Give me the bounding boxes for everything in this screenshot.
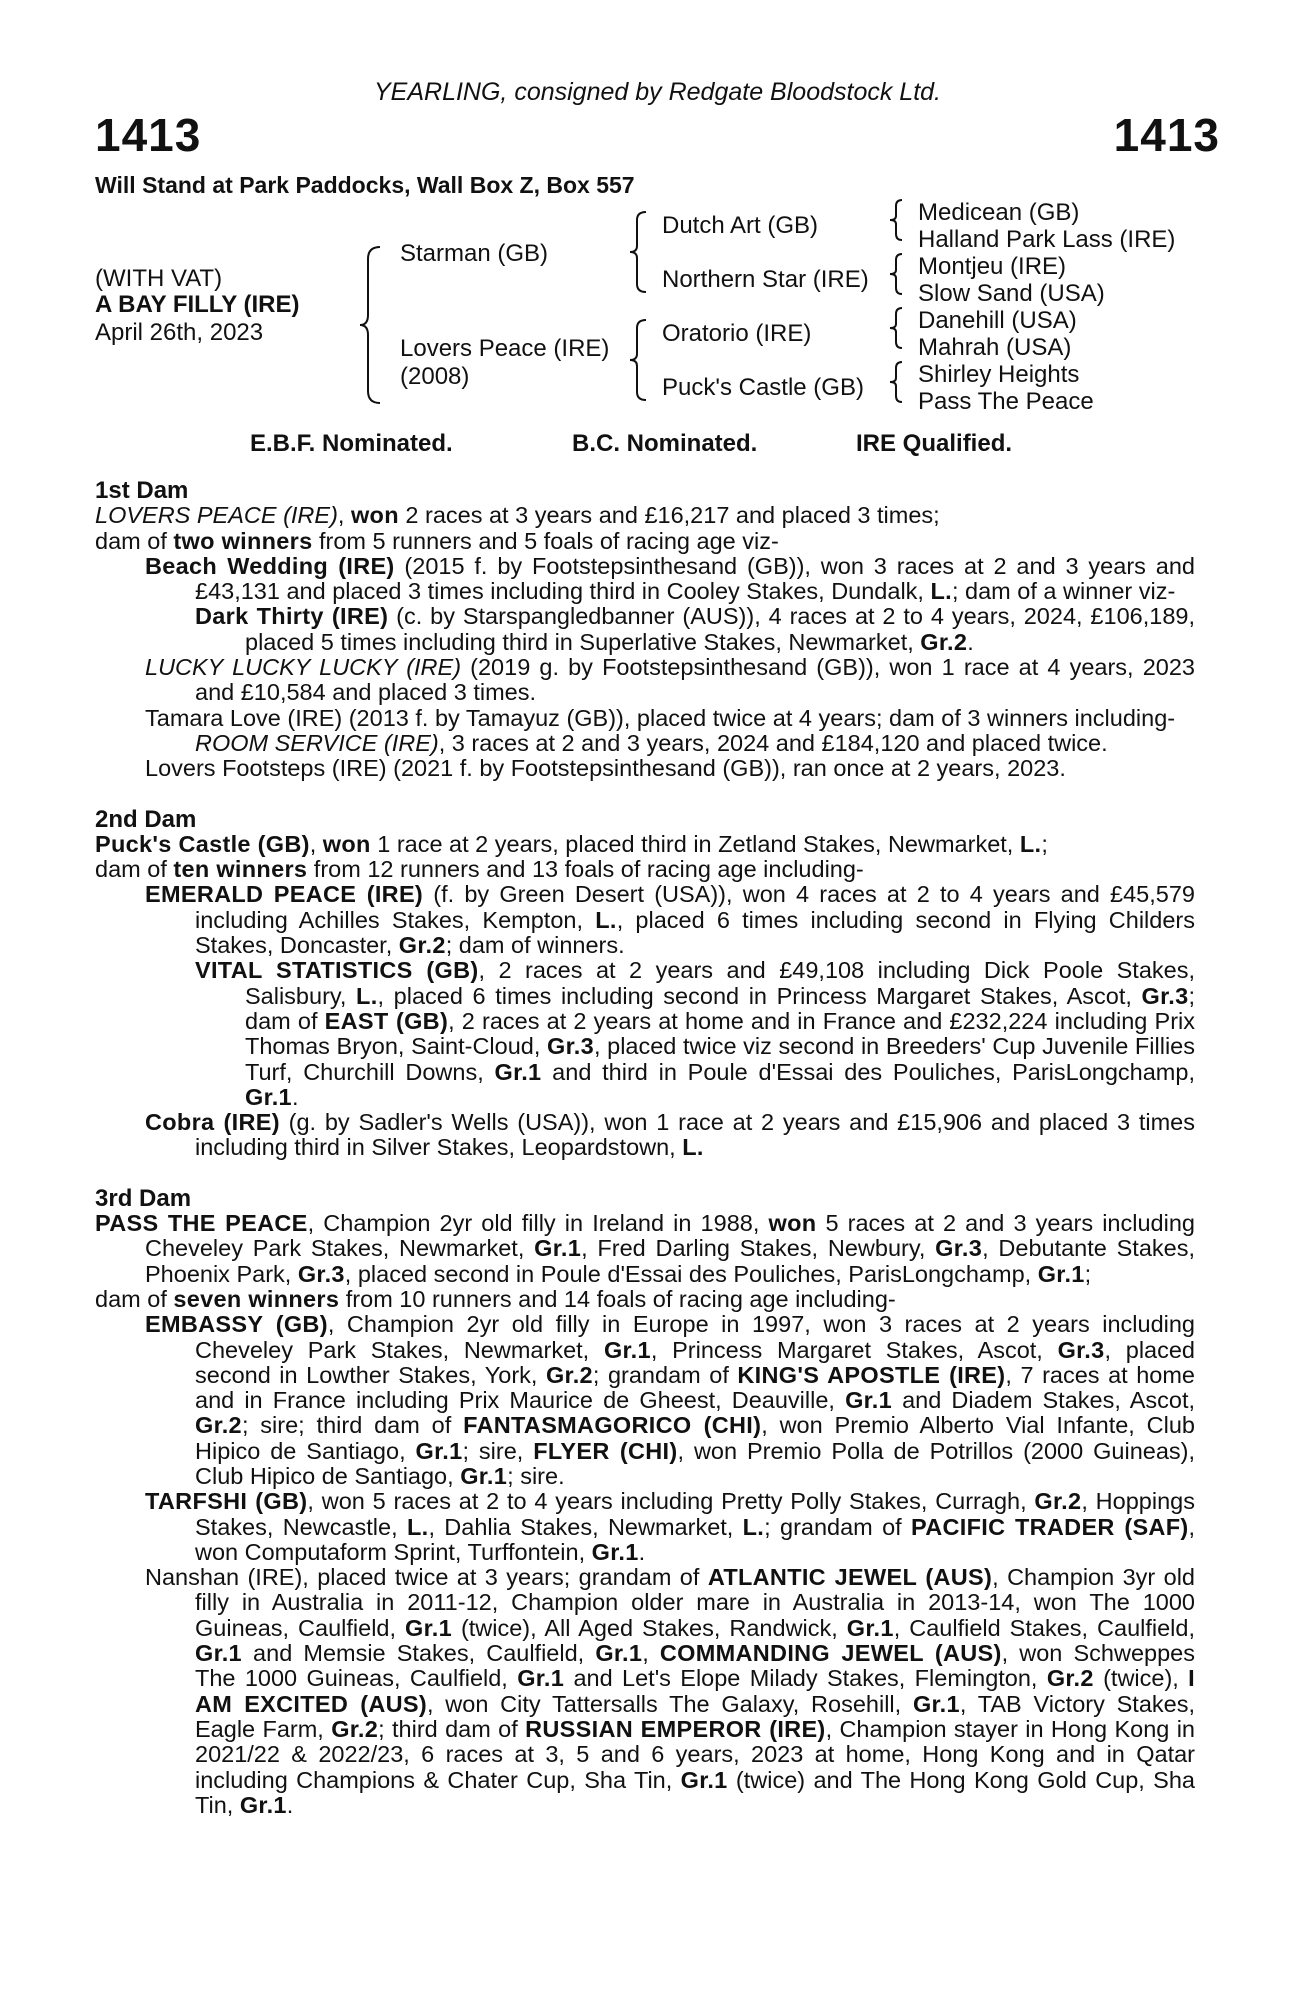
won-label: won	[322, 830, 371, 857]
produce-entry	[95, 731, 1195, 756]
race-grade: Gr.2	[1046, 1665, 1094, 1692]
text-fragment: , Princess Margaret Stakes, Ascot,	[650, 1336, 1058, 1363]
pedigree-gen4-5: Danehill (USA)	[918, 307, 1077, 334]
race-grade: L.	[356, 982, 378, 1009]
first-dam-name: LOVERS PEACE (IRE)	[95, 502, 338, 529]
text-fragment: and Diadem Stakes, Ascot,	[892, 1387, 1195, 1414]
pedigree-gen4-4: Slow Sand (USA)	[918, 280, 1105, 307]
text-fragment: ;	[1084, 1260, 1092, 1287]
text-fragment: , Champion 3yr old filly in Australia in 2011-12, Champion older mare in Australia in 2013-14, won The 1000 Guineas, Caulfield,	[195, 1564, 1195, 1641]
text-fragment: (twice),	[1093, 1665, 1189, 1692]
stand-location: Will Stand at Park Paddocks, Wall Box Z, Box 557	[95, 172, 635, 198]
race-grade: Gr.1	[517, 1665, 565, 1692]
race-grade: Gr.1	[245, 1083, 292, 1110]
text-fragment: , placed 6 times including second in Flying Childers Stakes, Doncaster,	[195, 906, 1195, 959]
text-fragment: , placed second in Lowther Stakes, York,	[195, 1336, 1196, 1388]
pedigree-gen4-8: Pass The Peace	[918, 388, 1094, 415]
pedigree-gen4-7: Shirley Heights	[918, 361, 1080, 388]
ire-qualification: IRE Qualified.	[856, 430, 1013, 457]
won-label: won	[768, 1210, 817, 1237]
horse-name: A BAY FILLY (IRE)	[95, 291, 300, 318]
text-fragment: ,	[642, 1640, 660, 1667]
first-dam-record: 2 races at 3 years and £16,217 and placed 3 times;	[398, 502, 940, 529]
produce-name: ROOM SERVICE (IRE)	[195, 729, 439, 756]
produce-name: EAST (GB)	[324, 1007, 449, 1034]
text-fragment: ; dam of winners.	[445, 932, 625, 959]
produce-name: ATLANTIC JEWEL (AUS)	[707, 1564, 993, 1591]
race-grade: Gr.1	[534, 1235, 582, 1262]
won-label: won	[350, 502, 399, 529]
produce-entry	[95, 655, 1195, 706]
second-dam-name: Puck's Castle (GB)	[95, 830, 310, 857]
text-fragment: .	[291, 1083, 299, 1110]
second-dam-summary: Puck's Castle (GB), won 1 race at 2 years, placed third in Zetland Stakes, Newmarket, L.;	[95, 830, 1048, 857]
text-fragment: , won Computaform Sprint, Turffontein,	[195, 1513, 1196, 1565]
pedigree-sire: Starman (GB)	[400, 240, 549, 267]
text-fragment: ; grandam of	[592, 1361, 738, 1388]
race-grade: Gr.1	[845, 1387, 892, 1414]
text-fragment: dam of	[95, 1285, 174, 1312]
text-fragment: (2015 f. by Footstepsinthesand (GB)), won 3 races at 2 and 3 years and £43,131 and placed 3 times including third in Cooley Stakes, Dundalk,	[195, 552, 1195, 605]
produce-name: RUSSIAN EMPEROR (IRE)	[525, 1715, 826, 1742]
text-fragment: (c. by Starspangledbanner (AUS)), 4 races at 2 to 4 years, 2024, £106,189, placed 5 times including third in Superlative Stakes, Newmarket,	[245, 603, 1195, 655]
race-grade: L.	[742, 1513, 765, 1540]
race-grade: Gr.1	[595, 1640, 643, 1667]
race-grade: L.	[1019, 830, 1042, 857]
text-fragment: , Champion stayer in Hong Kong in 2021/22 & 2022/23, 6 races at 3, 5 and 6 years, 2023 at home, Hong Kong and in Qatar including Champions & Chater Cup, Sha Tin,	[195, 1715, 1195, 1793]
text-fragment: , Caulfield Stakes, Caulfield,	[893, 1614, 1195, 1641]
produce-name: VITAL STATISTICS (GB)	[195, 957, 479, 984]
race-grade: Gr.1	[405, 1614, 452, 1641]
produce-name: FLYER (CHI)	[533, 1437, 678, 1464]
produce-entry: Lovers Footsteps (IRE) (2021 f. by Footstepsinthesand (GB)), ran once at 2 years, 2023.	[145, 755, 1066, 782]
produce-entry	[95, 1489, 1195, 1565]
race-grade: Gr.3	[547, 1033, 594, 1060]
second-dam-heading: 2nd Dam	[95, 805, 197, 833]
text-fragment: (twice), All Aged Stakes, Randwick,	[451, 1614, 847, 1641]
lot-number-left: 1413	[95, 109, 202, 161]
pedigree-brace-g3a	[888, 198, 906, 242]
race-grade: Gr.3	[1141, 982, 1189, 1009]
race-grade: Gr.1	[1037, 1260, 1085, 1287]
text-fragment: (twice) and The Hong Kong Gold Cup, Sha Tin,	[195, 1766, 1195, 1818]
text-fragment: , 3 races at 2 and 3 years, 2024 and £184,120 and placed twice.	[438, 729, 1108, 756]
text-fragment: , Fred Darling Stakes, Newbury,	[581, 1235, 936, 1262]
text-fragment: , won Premio Polla de Potrillos (2000 Guineas), Club Hipico de Santiago,	[195, 1437, 1196, 1489]
pedigree-dam-year: (2008)	[400, 363, 470, 390]
third-dam-name: PASS THE PEACE	[95, 1210, 308, 1237]
race-grade: Gr.2	[920, 628, 968, 655]
text-fragment: , placed 6 times including second in Princess Margaret Stakes, Ascot,	[377, 982, 1142, 1009]
race-grade: Gr.1	[239, 1791, 287, 1818]
pedigree-gen4-3: Montjeu (IRE)	[918, 253, 1067, 280]
race-grade: Gr.2	[195, 1412, 242, 1439]
vat-note: (WITH VAT)	[95, 265, 223, 292]
produce-name: Cobra (IRE)	[145, 1109, 280, 1136]
first-dam-summary: LOVERS PEACE (IRE), won 2 races at 3 years and £16,217 and placed 3 times;	[95, 502, 940, 529]
text-fragment: , Dahlia Stakes, Newmarket,	[428, 1513, 743, 1540]
text-fragment: .	[286, 1791, 294, 1818]
text-fragment: , won Schweppes The 1000 Guineas, Caulfield,	[195, 1640, 1195, 1692]
produce-entry: Tamara Love (IRE) (2013 f. by Tamayuz (GB)), placed twice at 4 years; dam of 3 winners including-	[145, 704, 1176, 731]
pedigree-gen3-3: Oratorio (IRE)	[662, 320, 812, 347]
text-fragment: , Hoppings Stakes, Newcastle,	[195, 1488, 1195, 1540]
race-grade: Gr.1	[195, 1640, 242, 1667]
produce-entry	[95, 1565, 1195, 1818]
third-dam-summary	[95, 1211, 1195, 1287]
race-grade: Gr.1	[603, 1336, 651, 1363]
text-fragment: , Champion 2yr old filly in Ireland in 1988,	[307, 1210, 769, 1237]
text-fragment: from 10 runners and 14 foals of racing age including-	[339, 1285, 896, 1312]
produce-entry	[95, 1110, 1195, 1161]
catalogue-subtitle: YEARLING, consigned by Redgate Bloodstock Ltd.	[374, 78, 941, 106]
text-fragment: 1 race at 2 years, placed third in Zetland Stakes, Newmarket,	[370, 830, 1020, 857]
text-fragment: ;	[1041, 830, 1048, 857]
ebf-nomination: E.B.F. Nominated.	[250, 430, 453, 457]
winners-count: two winners	[173, 527, 313, 554]
text-fragment: , 2 races at 2 years and £49,108 including Dick Poole Stakes, Salisbury,	[245, 957, 1195, 1009]
race-grade: Gr.2	[545, 1361, 593, 1388]
text-fragment: , 2 races at 2 years at home and in France and £232,224 including Prix Thomas Bryon, Saint-Cloud,	[245, 1007, 1195, 1060]
produce-entry	[95, 958, 1195, 1110]
text-fragment: ; sire; third dam of	[241, 1412, 464, 1439]
produce-name: Beach Wedding (IRE)	[145, 552, 395, 579]
text-fragment: and Memsie Stakes, Caulfield,	[241, 1640, 596, 1667]
pedigree-gen4-1: Medicean (GB)	[918, 199, 1080, 226]
race-grade: Gr.3	[1057, 1336, 1105, 1363]
race-grade: Gr.1	[846, 1614, 894, 1641]
race-grade: L.	[682, 1134, 704, 1161]
produce-entry	[95, 554, 1195, 605]
text-fragment: .	[967, 628, 974, 655]
text-fragment: ; sire.	[507, 1462, 565, 1489]
race-grade: L.	[595, 906, 617, 933]
produce-name: EMBASSY (GB)	[145, 1311, 328, 1338]
text-fragment: (g. by Sadler's Wells (USA)), won 1 race at 2 years and £15,906 and placed 3 times including third in Silver Stakes, Leopardstown,	[195, 1109, 1195, 1161]
text-fragment: , 7 races at home and in France including Prix Maurice de Gheest, Deauville,	[195, 1361, 1195, 1414]
race-grade: Gr.3	[935, 1235, 983, 1262]
race-grade: Gr.2	[331, 1715, 379, 1742]
produce-name: I AM EXCITED (AUS)	[195, 1665, 1196, 1717]
text-fragment: dam of	[95, 527, 174, 554]
pedigree-brace-g3c	[888, 306, 906, 350]
text-fragment: ; grandam of	[764, 1513, 911, 1540]
produce-name: FANTASMAGORICO (CHI)	[463, 1412, 762, 1439]
first-dam-heading: 1st Dam	[95, 477, 189, 504]
pedigree-brace-dam	[628, 318, 652, 402]
race-grade: Gr.3	[297, 1260, 345, 1287]
race-grade: Gr.1	[415, 1437, 463, 1464]
bc-nomination: B.C. Nominated.	[572, 430, 758, 457]
race-grade: Gr.1	[680, 1766, 728, 1793]
text-fragment: dam of	[95, 856, 174, 883]
race-grade: Gr.1	[591, 1538, 639, 1565]
produce-name: COMMANDING JEWEL (AUS)	[659, 1640, 1002, 1667]
text-fragment: , won 5 races at 2 to 4 years including Pretty Polly Stakes, Curragh,	[307, 1488, 1035, 1515]
text-fragment: ; dam of	[245, 982, 1195, 1034]
text-fragment: ; sire,	[462, 1437, 534, 1464]
pedigree-brace-g3d	[888, 360, 906, 404]
race-grade: Gr.2	[398, 932, 446, 959]
text-fragment: , placed second in Poule d'Essai des Pouliches, ParisLongchamp,	[344, 1260, 1038, 1287]
text-fragment: Nanshan (IRE), placed twice at 3 years; grandam of	[145, 1564, 708, 1591]
race-grade: L.	[406, 1513, 429, 1540]
pedigree-dam: Lovers Peace (IRE)	[400, 335, 610, 362]
winners-count: ten winners	[173, 856, 308, 883]
lot-number-right: 1413	[1113, 109, 1220, 161]
pedigree-brace-sire	[628, 210, 652, 294]
text-fragment: , won City Tattersalls The Galaxy, Rosehill,	[427, 1690, 913, 1717]
produce-name: PACIFIC TRADER (SAF)	[911, 1513, 1189, 1540]
second-dam-produce-summary	[95, 857, 1195, 882]
race-grade: Gr.1	[494, 1058, 542, 1085]
dam-produce-record	[95, 478, 1195, 1818]
pedigree-gen3-2: Northern Star (IRE)	[662, 266, 869, 293]
third-dam-produce-summary	[95, 1287, 1195, 1312]
first-dam-produce-summary	[95, 529, 1195, 554]
race-grade: L.	[930, 578, 952, 605]
pedigree-gen4-6: Mahrah (USA)	[918, 334, 1072, 361]
text-fragment: , won Premio Alberto Vial Infante, Club Hipico de Santiago,	[195, 1412, 1195, 1464]
pedigree-gen3-1: Dutch Art (GB)	[662, 212, 819, 239]
pedigree-brace-gen1	[358, 245, 388, 405]
text-fragment: (2019 g. by Footstepsinthesand (GB)), won 1 race at 4 years, 2023 and £10,584 and placed 3 times.	[195, 654, 1195, 706]
produce-name: TARFSHI (GB)	[145, 1488, 308, 1515]
pedigree-gen4-2: Halland Park Lass (IRE)	[918, 226, 1176, 253]
text-fragment: ; third dam of	[378, 1715, 526, 1742]
foaling-date: April 26th, 2023	[95, 319, 264, 346]
text-fragment: , Champion 2yr old filly in Europe in 1997, won 3 races at 2 years including Cheveley Park Stakes, Newmarket,	[195, 1311, 1196, 1363]
race-grade: Gr.2	[1034, 1488, 1082, 1515]
produce-entry	[95, 1312, 1195, 1489]
text-fragment: (f. by Green Desert (USA)), won 4 races at 2 to 4 years and £45,579 including Achilles Stakes, Kempton,	[195, 881, 1195, 933]
text-fragment: .	[638, 1538, 646, 1565]
pedigree-brace-g3b	[888, 252, 906, 296]
text-fragment: from 5 runners and 5 foals of racing age viz-	[312, 527, 779, 554]
text-fragment: ; dam of a winner viz-	[951, 578, 1176, 605]
produce-name: KING'S APOSTLE (IRE)	[737, 1361, 1006, 1388]
race-grade: Gr.1	[460, 1462, 508, 1489]
text-fragment: , TAB Victory Stakes, Eagle Farm,	[195, 1690, 1195, 1742]
text-fragment: , placed twice viz second in Breeders' Cup Juvenile Fillies Turf, Churchill Downs,	[245, 1033, 1195, 1085]
pedigree-gen3-4: Puck's Castle (GB)	[662, 374, 864, 401]
produce-entry	[95, 882, 1195, 958]
text-fragment: , Debutante Stakes, Phoenix Park,	[145, 1235, 1195, 1287]
text-fragment: 5 races at 2 and 3 years including Cheveley Park Stakes, Newmarket,	[145, 1210, 1195, 1262]
text-fragment: and Let's Elope Milady Stakes, Flemington,	[564, 1665, 1047, 1692]
text-fragment: from 12 runners and 13 foals of racing age including-	[307, 856, 864, 883]
third-dam-heading: 3rd Dam	[95, 1184, 192, 1212]
produce-name: Dark Thirty (IRE)	[195, 603, 389, 630]
text-fragment: and third in Poule d'Essai des Pouliches, ParisLongchamp,	[541, 1058, 1195, 1085]
winners-count: seven winners	[173, 1285, 340, 1312]
produce-entry	[95, 604, 1195, 655]
race-grade: Gr.1	[912, 1690, 960, 1717]
produce-name: EMERALD PEACE (IRE)	[145, 881, 424, 908]
produce-name: LUCKY LUCKY LUCKY (IRE)	[145, 654, 462, 681]
